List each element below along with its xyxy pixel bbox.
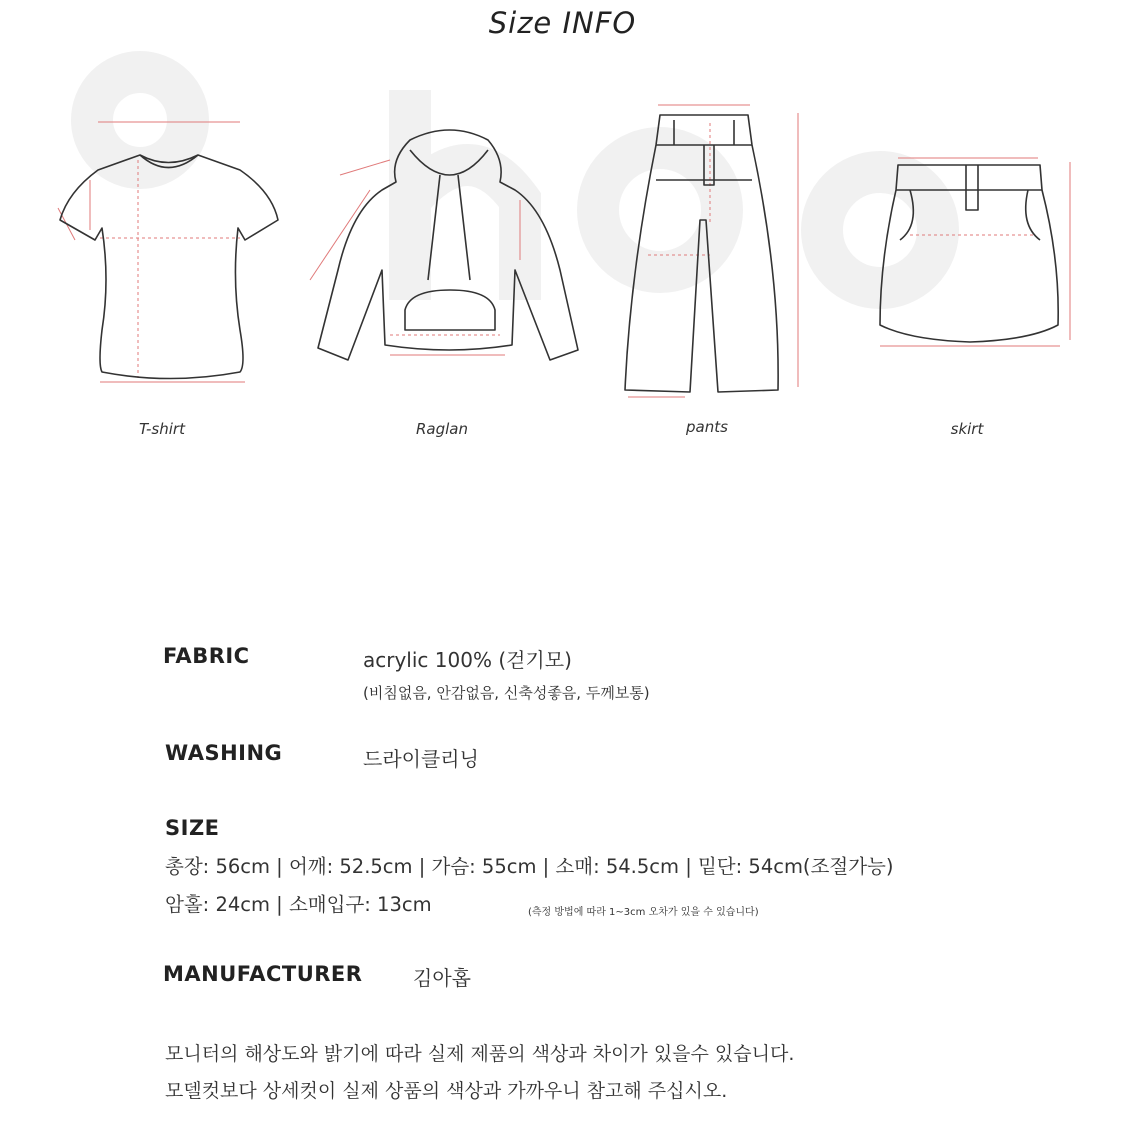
fabric-label: FABRIC [163, 644, 250, 668]
size-measurements-line2: 암홀: 24cm | 소매입구: 13cm [165, 893, 432, 916]
skirt-diagram [870, 140, 1080, 370]
color-notice-line1: 모니터의 해상도와 밝기에 따라 실제 제품의 색상과 차이가 있을수 있습니다. [165, 1043, 795, 1065]
figure-label-skirt: skirt [950, 420, 984, 438]
fabric-properties: (비침없음, 안감없음, 신축성좋음, 두께보통) [363, 684, 650, 702]
washing-value: 드라이클리닝 [363, 747, 479, 771]
figure-label-tshirt: T-shirt [139, 420, 185, 438]
hoodie-diagram [300, 120, 590, 390]
color-notice-line2: 모델컷보다 상세컷이 실제 상품의 색상과 가까우니 참고해 주십시오. [165, 1080, 728, 1102]
page-title: Size INFO [488, 6, 637, 40]
pants-diagram [610, 95, 810, 415]
size-tolerance-note: (측정 방법에 따라 1~3cm 오차가 있을 수 있습니다) [528, 907, 759, 918]
washing-label: WASHING [165, 741, 283, 765]
fabric-value: acrylic 100% (걷기모) [363, 648, 572, 672]
size-label: SIZE [165, 816, 220, 840]
tshirt-diagram [40, 100, 300, 400]
figure-label-raglan: Raglan [415, 420, 468, 438]
manufacturer-value: 김아홉 [413, 966, 471, 990]
figure-label-pants: pants [686, 418, 728, 436]
manufacturer-label: MANUFACTURER [163, 962, 363, 986]
size-measurements-line1: 총장: 56cm | 어깨: 52.5cm | 가슴: 55cm | 소매: 54.5cm | 밑단: 54cm(조절가능) [165, 855, 894, 878]
